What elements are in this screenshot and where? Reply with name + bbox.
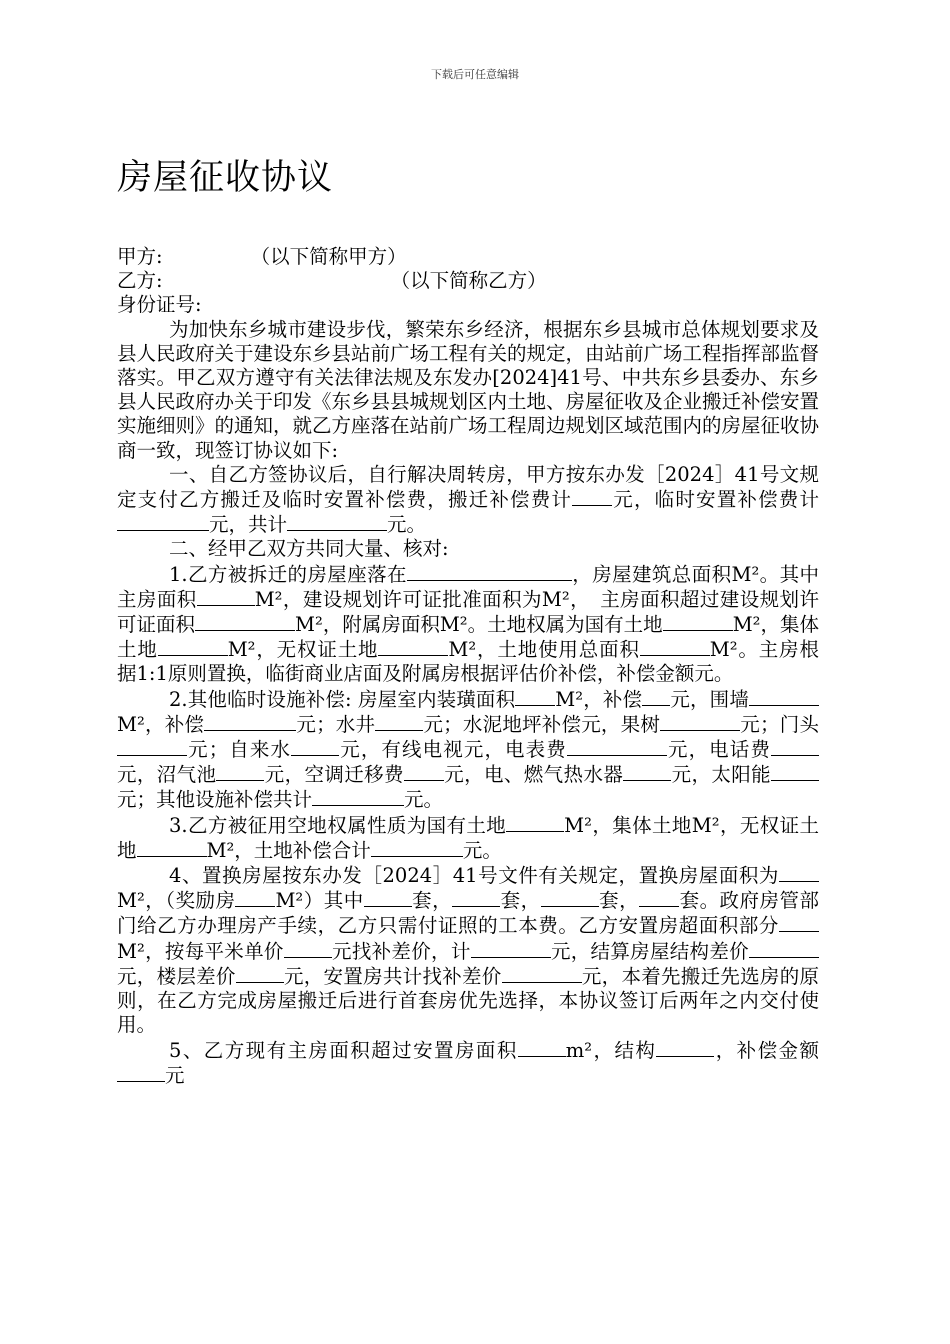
c4-text: 元，楼层差价	[117, 964, 236, 988]
blank-field	[404, 762, 444, 781]
c2-text: 元；水泥地坪补偿元，果树	[423, 712, 661, 736]
c2-text: 元，沼气池	[117, 763, 217, 787]
blank-field	[642, 687, 670, 706]
c1-text: M²，集体土地	[117, 613, 819, 662]
intro-paragraph	[117, 318, 819, 463]
c2-text: 元，太阳能	[671, 763, 771, 787]
blank-field	[567, 737, 667, 756]
c4-text: 套，	[411, 889, 453, 913]
c1-text: M²，建设规划许可证批准面积为M²， 主房面积超过建设规划许可证面积	[117, 587, 819, 637]
c2-text: 元；自来水	[187, 738, 292, 762]
c4-text: 套，	[598, 889, 640, 913]
blank-field	[502, 964, 582, 983]
document-title: 房屋征收协议	[117, 158, 334, 198]
section-1	[117, 463, 819, 538]
blank-field	[364, 888, 412, 907]
c5-text: 元	[165, 1063, 185, 1087]
blank-field	[235, 888, 275, 907]
c2-text: 元，电话费	[666, 738, 771, 762]
blank-field	[779, 863, 819, 882]
s1-text: 元，临时安置补偿费计	[612, 488, 819, 512]
blank-field	[771, 737, 819, 756]
c1-text: 1.乙方被拆迁的房屋座落在	[169, 562, 407, 586]
blank-field	[639, 888, 679, 907]
c1-text: M²，土地使用总面积	[448, 638, 640, 662]
blank-field	[204, 712, 296, 731]
party-b-suffix: （以下简称乙方）	[390, 269, 547, 293]
blank-field	[663, 612, 733, 631]
blank-field	[312, 787, 404, 806]
clause-5	[117, 1038, 819, 1088]
blank-field	[378, 637, 448, 656]
blank-field	[518, 1038, 566, 1057]
agreement-body	[117, 245, 819, 1088]
c2-text: 元。	[404, 788, 444, 812]
c3-text: 3.乙方被征用空地权属性质为国有土地	[169, 813, 507, 837]
c2-text: 元；水井	[296, 712, 376, 736]
blank-field	[471, 939, 551, 958]
c4-text: 套。政府房管部门给乙方办理房产手续，乙方只需付证照的工本费。乙方安置房超面积部分	[117, 889, 819, 938]
intro-text: 为加快东乡城市建设步伐，繁荣东乡经济，根据东乡县城市总体规划要求及县人民政府关于建设东乡县站前广场工程有关的规定，由站前广场工程指挥部监督落实。甲乙双方遵守有关法律法规及东发办[2024]41号、中共东乡县委办、东乡县人民政府办关于印发《东乡县县城规划区内土地、房屋征收及企业搬迁补偿安置实施细则》的通知，就乙方座落在站前广场工程周边规划区域范围内的房屋征收协商一致，现签订协议如下:	[117, 317, 820, 462]
c3-text: M²，土地补偿合计	[206, 838, 371, 862]
blank-field	[287, 512, 387, 531]
c1-text: M²。主房根据1:1原则置换，临街商业店面及附属房根据评估价补偿，补偿金额元。	[117, 638, 819, 686]
c5-text: ，补偿金额	[714, 1038, 819, 1062]
c5-text: 5、乙方现有主房面积超过安置房面积	[169, 1038, 518, 1062]
blank-field	[656, 1038, 714, 1057]
party-b-line	[117, 269, 819, 293]
blank-field	[623, 762, 671, 781]
c1-text: M²，无权证土地	[227, 638, 379, 662]
c2-text: 元，电、燃气热水器	[443, 763, 624, 787]
c2-text: 元，空调迁移费	[264, 763, 404, 787]
blank-field	[195, 612, 295, 631]
s1-text: 元。	[387, 513, 427, 537]
c4-text: 元，本着先搬迁先选房的原则，在乙方完成房屋搬迁后进行首套房优先选择，本协议签订后两年之内交付使用。	[117, 964, 819, 1037]
c4-text: 元，结算房屋结构差价	[550, 939, 749, 963]
blank-field	[197, 587, 255, 606]
blank-field	[779, 913, 819, 932]
blank-field	[117, 512, 209, 531]
blank-field	[158, 637, 228, 656]
c2-text: M²，补偿	[117, 712, 205, 736]
c4-text: M²）其中	[275, 889, 364, 913]
blank-field	[236, 964, 284, 983]
blank-field	[515, 687, 555, 706]
blank-field	[541, 888, 599, 907]
c2-text: M²，补偿	[555, 687, 643, 711]
s2-heading-text: 二、经甲乙双方共同大量、核对:	[169, 537, 449, 561]
blank-field	[452, 888, 500, 907]
c4-text: 4、置换房屋按东办发［2024］41号文件有关规定，置换房屋面积为	[169, 864, 779, 888]
blank-field	[117, 737, 187, 756]
blank-field	[506, 813, 564, 832]
c2-text: 元；门头	[740, 712, 819, 736]
blank-field	[407, 562, 572, 581]
c2-text: 2.其他临时设施补偿: 房屋室内装璜面积	[169, 687, 516, 711]
blank-field	[572, 487, 612, 506]
blank-field	[640, 637, 710, 656]
c4-text: 套，	[500, 889, 541, 913]
section-2-heading	[117, 537, 819, 561]
blank-field	[371, 838, 463, 857]
c1-text: M²，附属房面积M²。土地权属为国有土地	[295, 613, 663, 637]
blank-field	[749, 687, 819, 706]
id-line	[117, 293, 819, 317]
blank-field	[291, 737, 339, 756]
c4-text: M²，按每平米单价	[117, 939, 284, 963]
c4-text: 元找补差价，计	[331, 939, 471, 963]
c3-text: 元。	[462, 838, 502, 862]
s1-text: 一、自乙方签协议后，自行解决周转房，甲方按东办发［2024］41号文规定支付乙方搬迁及临时安置补偿费，搬迁补偿费计	[117, 462, 819, 512]
clause-4	[117, 863, 819, 1037]
blank-field	[284, 939, 332, 958]
blank-field	[749, 939, 819, 958]
c4-text: 元，安置房共计找补差价	[283, 964, 502, 988]
blank-field	[660, 712, 740, 731]
party-a-line	[117, 245, 819, 269]
c4-text: M²，（奖励房	[117, 889, 236, 913]
blank-field	[216, 762, 264, 781]
clause-1	[117, 562, 819, 687]
blank-field	[137, 838, 207, 857]
c2-text: 元，围墙	[670, 687, 749, 711]
party-b-label: 乙方:	[117, 269, 163, 293]
c5-text: m²，结构	[565, 1038, 657, 1062]
clause-3	[117, 813, 819, 863]
id-label: 身份证号:	[117, 293, 202, 317]
blank-field	[117, 1063, 165, 1082]
c2-text: 元，有线电视元，电表费	[339, 738, 567, 762]
header-note: 下载后可任意编辑	[431, 68, 519, 81]
clause-2	[117, 687, 819, 813]
blank-field	[375, 712, 423, 731]
blank-field	[771, 762, 819, 781]
party-a-suffix: （以下简称甲方）	[250, 245, 407, 268]
c1-text: ，房屋建筑总面积M²。其中主房面积	[117, 562, 819, 611]
s1-text: 元，共计	[209, 513, 288, 537]
c3-text: M²，集体土地M²，无权证土地	[117, 813, 819, 862]
party-a-label: 甲方:	[117, 245, 163, 268]
c2-text: 元；其他设施补偿共计	[117, 788, 313, 812]
